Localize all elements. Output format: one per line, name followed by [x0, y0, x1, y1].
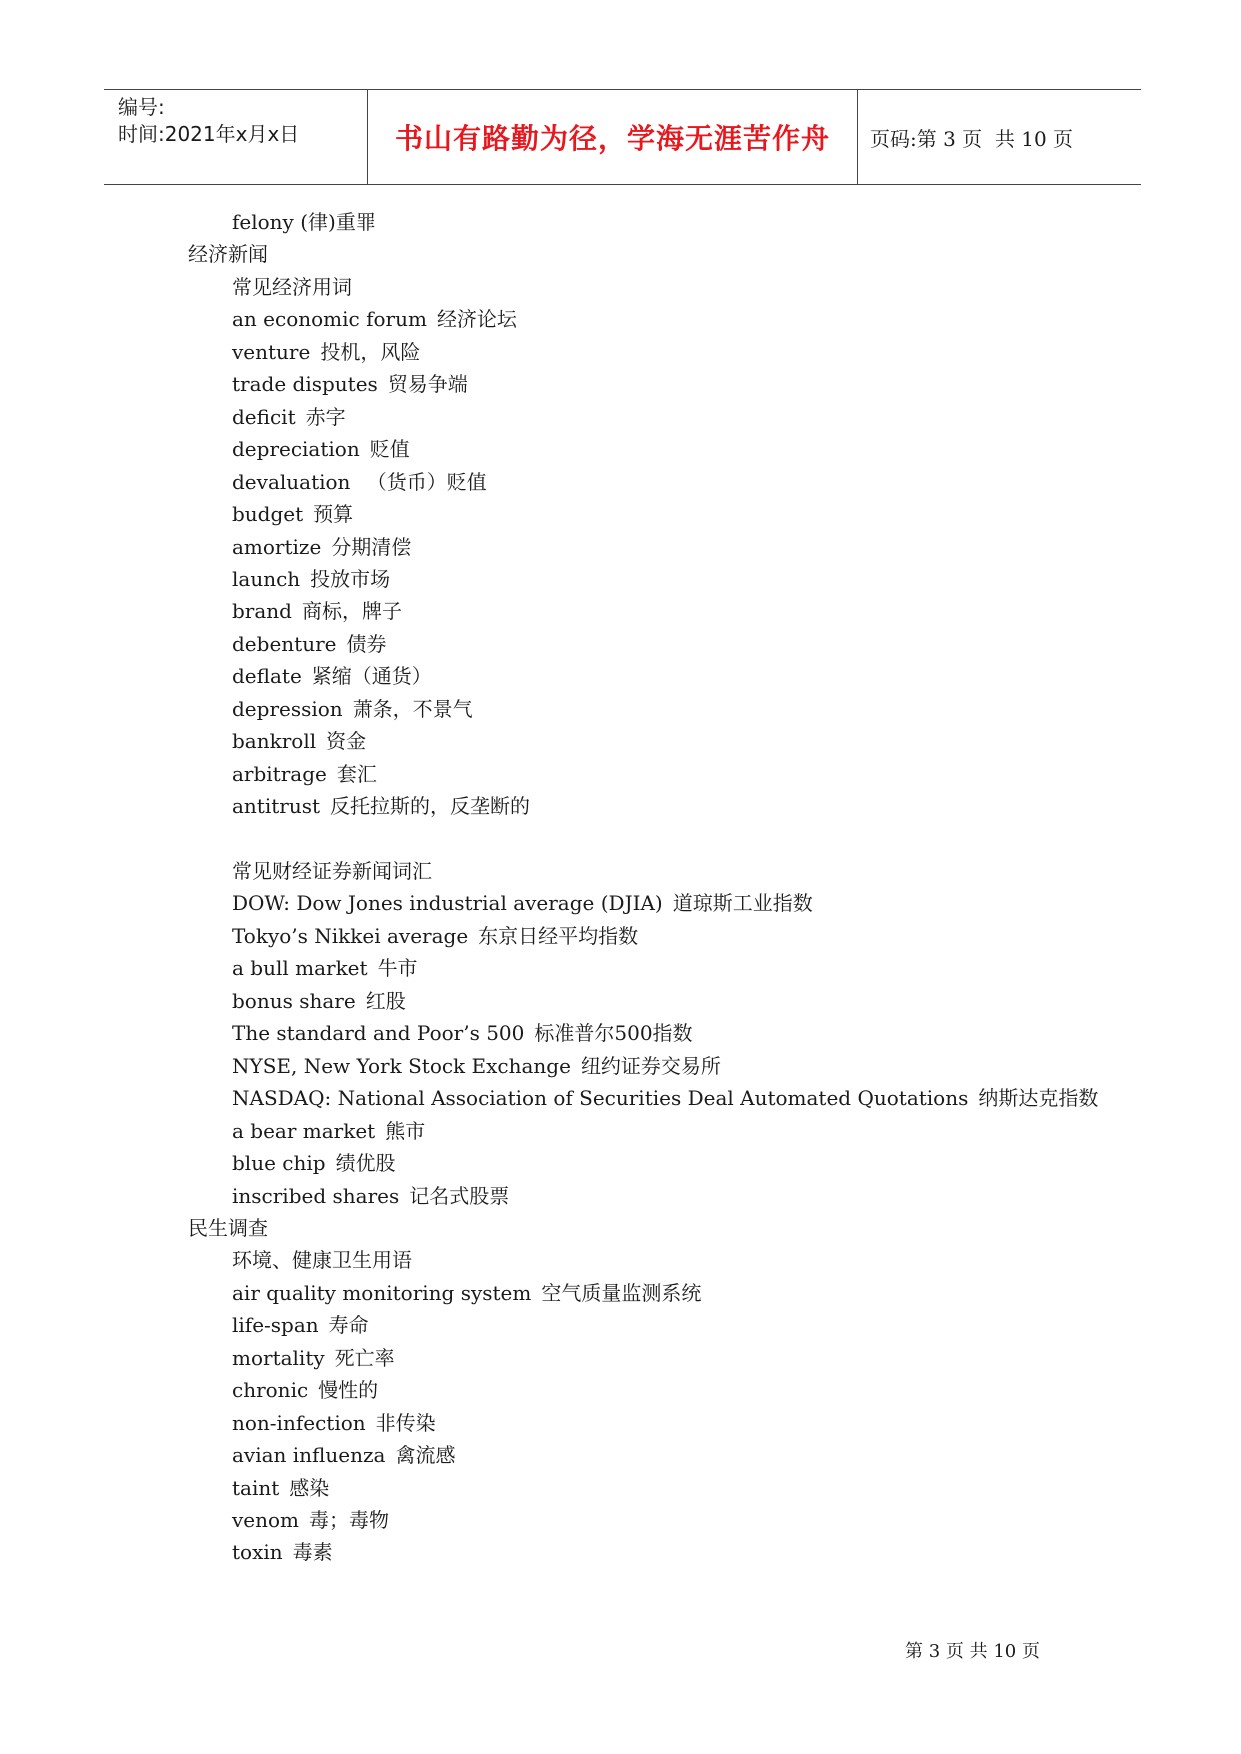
glossary-line	[232, 1443, 455, 1467]
term-text: devaluation	[232, 469, 351, 494]
term-text: debenture	[232, 631, 337, 656]
translation-text: 死亡率	[334, 1345, 395, 1370]
term-text: 常见经济用词	[232, 274, 352, 299]
translation-text: 空气质量监测系统	[541, 1280, 702, 1305]
term-text: DOW: Dow Jones industrial average (DJIA)	[232, 891, 663, 916]
glossary-line	[232, 210, 376, 234]
term-text: venom	[232, 1508, 300, 1532]
glossary-line	[232, 1248, 412, 1272]
term-text: air quality monitoring system	[232, 1280, 532, 1305]
term-text: felony (律)重罪	[232, 210, 376, 234]
glossary-line	[232, 794, 530, 818]
term-text: 民生调查	[188, 1215, 268, 1240]
page-footer: 第 3 页 共 10 页	[905, 1641, 1040, 1662]
translation-text: 记名式股票	[409, 1183, 510, 1208]
glossary-line	[232, 1378, 378, 1402]
header-page-cell	[858, 90, 1141, 184]
translation-text: 牛市	[377, 956, 418, 981]
term-text: launch	[232, 566, 301, 591]
glossary-line	[232, 502, 353, 526]
translation-text: 道琼斯工业指数	[672, 891, 813, 916]
glossary-line	[232, 275, 352, 299]
term-text: an economic forum	[232, 307, 427, 332]
term-text: brand	[232, 599, 292, 624]
translation-text: 预算	[313, 502, 354, 527]
translation-text: 寿命	[328, 1313, 369, 1338]
term-text: chronic	[232, 1378, 309, 1403]
term-text: 经济新闻	[188, 242, 268, 267]
glossary-line	[232, 859, 432, 883]
term-text: arbitrage	[232, 761, 327, 786]
glossary-line	[232, 1281, 701, 1305]
glossary-line	[232, 1508, 389, 1532]
term-text: deflate	[232, 664, 302, 689]
document-header-table	[104, 89, 1141, 185]
glossary-line	[232, 1411, 436, 1435]
term-text: mortality	[232, 1345, 325, 1370]
glossary-line	[232, 1313, 369, 1337]
glossary-line	[232, 664, 432, 688]
glossary-line	[232, 437, 410, 461]
translation-text: 红股	[365, 988, 406, 1013]
glossary-line	[232, 1151, 396, 1175]
translation-text: 经济论坛	[436, 307, 517, 332]
translation-text: 标准普尔500指数	[534, 1021, 693, 1046]
translation-text: 资金	[326, 729, 367, 754]
time-label: 时间:2021年x月x日	[118, 122, 300, 146]
term-text: bankroll	[232, 729, 317, 754]
term-text: inscribed shares	[232, 1183, 400, 1208]
glossary-line	[232, 989, 406, 1013]
term-text: NASDAQ: National Association of Securities Deal Automated Quotations	[232, 1086, 969, 1111]
translation-text: 套汇	[336, 761, 377, 786]
glossary-line	[232, 1086, 1098, 1110]
term-text: Tokyo’s Nikkei average	[232, 923, 469, 948]
glossary-line	[232, 891, 813, 915]
translation-text: 贬值	[369, 437, 410, 462]
term-text: antitrust	[232, 794, 321, 819]
term-text: a bull market	[232, 956, 368, 981]
translation-text: 债券	[346, 631, 387, 656]
glossary-line	[232, 372, 468, 396]
translation-text: 投放市场	[310, 566, 391, 591]
glossary-line	[232, 956, 418, 980]
term-text: depreciation	[232, 437, 360, 462]
glossary-line	[232, 405, 346, 429]
translation-text: 慢性的	[318, 1378, 379, 1403]
translation-text: 纳斯达克指数	[978, 1086, 1099, 1111]
term-text: trade disputes	[232, 372, 378, 397]
term-text: blue chip	[232, 1151, 326, 1176]
translation-text: （货币）贬值	[360, 469, 487, 494]
glossary-line	[232, 729, 366, 753]
motto-text: 书山有路勤为径，学海无涯苦作舟	[394, 122, 830, 155]
glossary-line	[232, 1540, 333, 1564]
number-label: 编号:	[118, 95, 165, 119]
term-text: taint	[232, 1475, 280, 1500]
term-text: avian influenza	[232, 1443, 386, 1468]
glossary-line	[232, 307, 517, 331]
translation-text: 赤字	[305, 404, 346, 429]
translation-text: 商标，牌子	[301, 599, 402, 624]
term-text: depression	[232, 696, 343, 721]
translation-text: 非传染	[375, 1410, 436, 1435]
translation-text: 绩优股	[335, 1151, 396, 1176]
glossary-line	[232, 340, 420, 364]
glossary-line	[232, 567, 390, 591]
glossary-line	[232, 1119, 425, 1143]
glossary-line	[232, 535, 411, 559]
term-text: The standard and Poor’s 500	[232, 1021, 525, 1046]
term-text: non-infection	[232, 1410, 366, 1435]
glossary-line	[232, 470, 487, 494]
term-text: life-span	[232, 1313, 319, 1338]
glossary-line	[232, 1346, 395, 1370]
glossary-line	[232, 1184, 509, 1208]
term-text: budget	[232, 502, 304, 527]
term-text: amortize	[232, 534, 322, 559]
glossary-line	[232, 924, 638, 948]
term-text: 环境、健康卫生用语	[232, 1248, 412, 1273]
glossary-line	[232, 632, 386, 656]
translation-text: 毒素	[292, 1540, 333, 1565]
glossary-line	[232, 697, 473, 721]
translation-text: 分期清偿	[331, 534, 412, 559]
glossary-line	[232, 1021, 693, 1045]
translation-text: 毒；毒物	[309, 1508, 390, 1532]
glossary-line	[232, 599, 402, 623]
term-text: venture	[232, 339, 311, 364]
section-heading	[188, 242, 268, 266]
glossary-line	[232, 1476, 329, 1500]
translation-text: 反托拉斯的，反垄断的	[330, 794, 531, 819]
translation-text: 熊市	[385, 1118, 426, 1143]
translation-text: 禽流感	[395, 1443, 456, 1468]
glossary-line	[232, 1054, 721, 1078]
translation-text: 感染	[289, 1475, 330, 1500]
term-text: 常见财经证券新闻词汇	[232, 859, 432, 883]
term-text: NYSE, New York Stock Exchange	[232, 1053, 571, 1078]
term-text: deficit	[232, 404, 296, 429]
term-text: toxin	[232, 1540, 283, 1565]
translation-text: 投机，风险	[320, 339, 421, 364]
section-heading	[188, 1216, 268, 1240]
glossary-line	[232, 762, 377, 786]
header-page-label: 页码:第 3 页 共 10 页	[870, 126, 1074, 151]
term-text: a bear market	[232, 1118, 376, 1143]
translation-text: 贸易争端	[387, 372, 468, 397]
translation-text: 紧缩（通货）	[311, 664, 432, 689]
translation-text: 纽约证券交易所	[580, 1053, 721, 1078]
term-text: bonus share	[232, 988, 356, 1013]
translation-text: 萧条，不景气	[352, 696, 473, 721]
header-motto-cell	[368, 90, 858, 184]
header-left-cell	[104, 90, 368, 184]
translation-text: 东京日经平均指数	[478, 923, 639, 948]
